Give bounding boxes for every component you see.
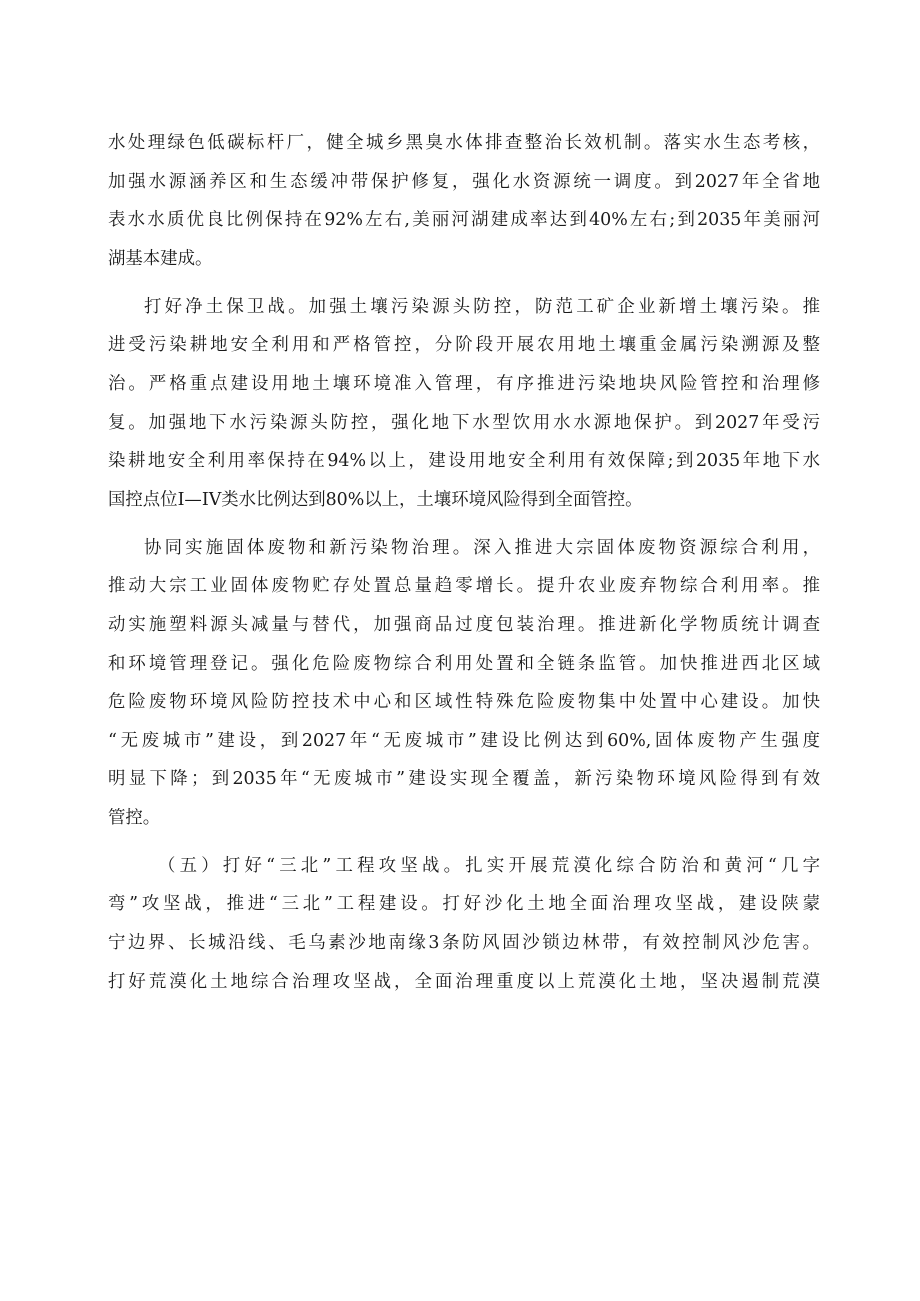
text-line: 弯”攻坚战，推进“三北”工程建设。打好沙化土地全面治理攻坚战，建设陕蒙 xyxy=(108,894,820,915)
paragraph-water-treatment xyxy=(108,124,820,278)
text-line: 复。加强地下水污染源头防控，强化地下水型饮用水水源地保护。到2027年受污 xyxy=(108,412,820,433)
text-line: 危险废物环境风险防控技术中心和区域性特殊危险废物集中处置中心建设。加快 xyxy=(108,692,820,713)
text-line: 染耕地安全利用率保持在94%以上，建设用地安全利用有效保障;到2035年地下水 xyxy=(108,451,820,472)
paragraph-solid-waste xyxy=(108,529,820,838)
text-line: （五）打好“三北”工程攻坚战。扎实开展荒漠化综合防治和黄河“几字 xyxy=(158,855,820,876)
text-line: 水处理绿色低碳标杆厂，健全城乡黑臭水体排查整治长效机制。落实水生态考核， xyxy=(108,133,820,153)
text-line: 管控。 xyxy=(108,807,161,828)
text-line: 和环境管理登记。强化危险废物综合利用处置和全链条监管。加快推进西北区域 xyxy=(108,653,820,674)
text-line: “无废城市”建设，到2027年“无废城市”建设比例达到60%,固体废物产生强度 xyxy=(108,730,820,751)
text-line: 明显下降；到2035年“无废城市”建设实现全覆盖，新污染物环境风险得到有效 xyxy=(108,769,820,790)
paragraph-three-north-project xyxy=(108,847,820,1001)
text-line: 协同实施固体废物和新污染物治理。深入推进大宗固体废物资源综合利用， xyxy=(144,537,820,558)
text-line: 推动大宗工业固体废物贮存处置总量趋零增长。提升农业废弃物综合利用率。推 xyxy=(108,576,820,597)
text-line: 湖基本建成。 xyxy=(108,248,213,269)
text-line: 加强水源涵养区和生态缓冲带保护修复，强化水资源统一调度。到2027年全省地 xyxy=(108,171,820,192)
text-line: 打好净土保卫战。加强土壤污染源头防控，防范工矿企业新增土壤污染。推 xyxy=(144,296,820,317)
text-line: 进受污染耕地安全利用和严格管控，分阶段开展农用地土壤重金属污染溯源及整 xyxy=(108,335,820,356)
text-line: 治。严格重点建设用地土壤环境准入管理，有序推进污染地块风险管控和治理修 xyxy=(108,373,820,394)
text-line: 动实施塑料源头减量与替代，加强商品过度包装治理。推进新化学物质统计调查 xyxy=(108,614,820,635)
paragraph-soil-protection xyxy=(108,288,820,520)
document-body xyxy=(108,124,820,1011)
text-line: 宁边界、长城沿线、毛乌素沙地南缘3条防风固沙锁边林带，有效控制风沙危害。 xyxy=(108,933,820,954)
text-line: 打好荒漠化土地综合治理攻坚战，全面治理重度以上荒漠化土地，坚决遏制荒漠 xyxy=(108,971,820,992)
text-line: 国控点位I—IV类水比例达到80%以上，土壤环境风险得到全面管控。 xyxy=(108,489,643,510)
text-line: 表水水质优良比例保持在92%左右,美丽河湖建成率达到40%左右;到2035年美丽河 xyxy=(108,210,820,231)
